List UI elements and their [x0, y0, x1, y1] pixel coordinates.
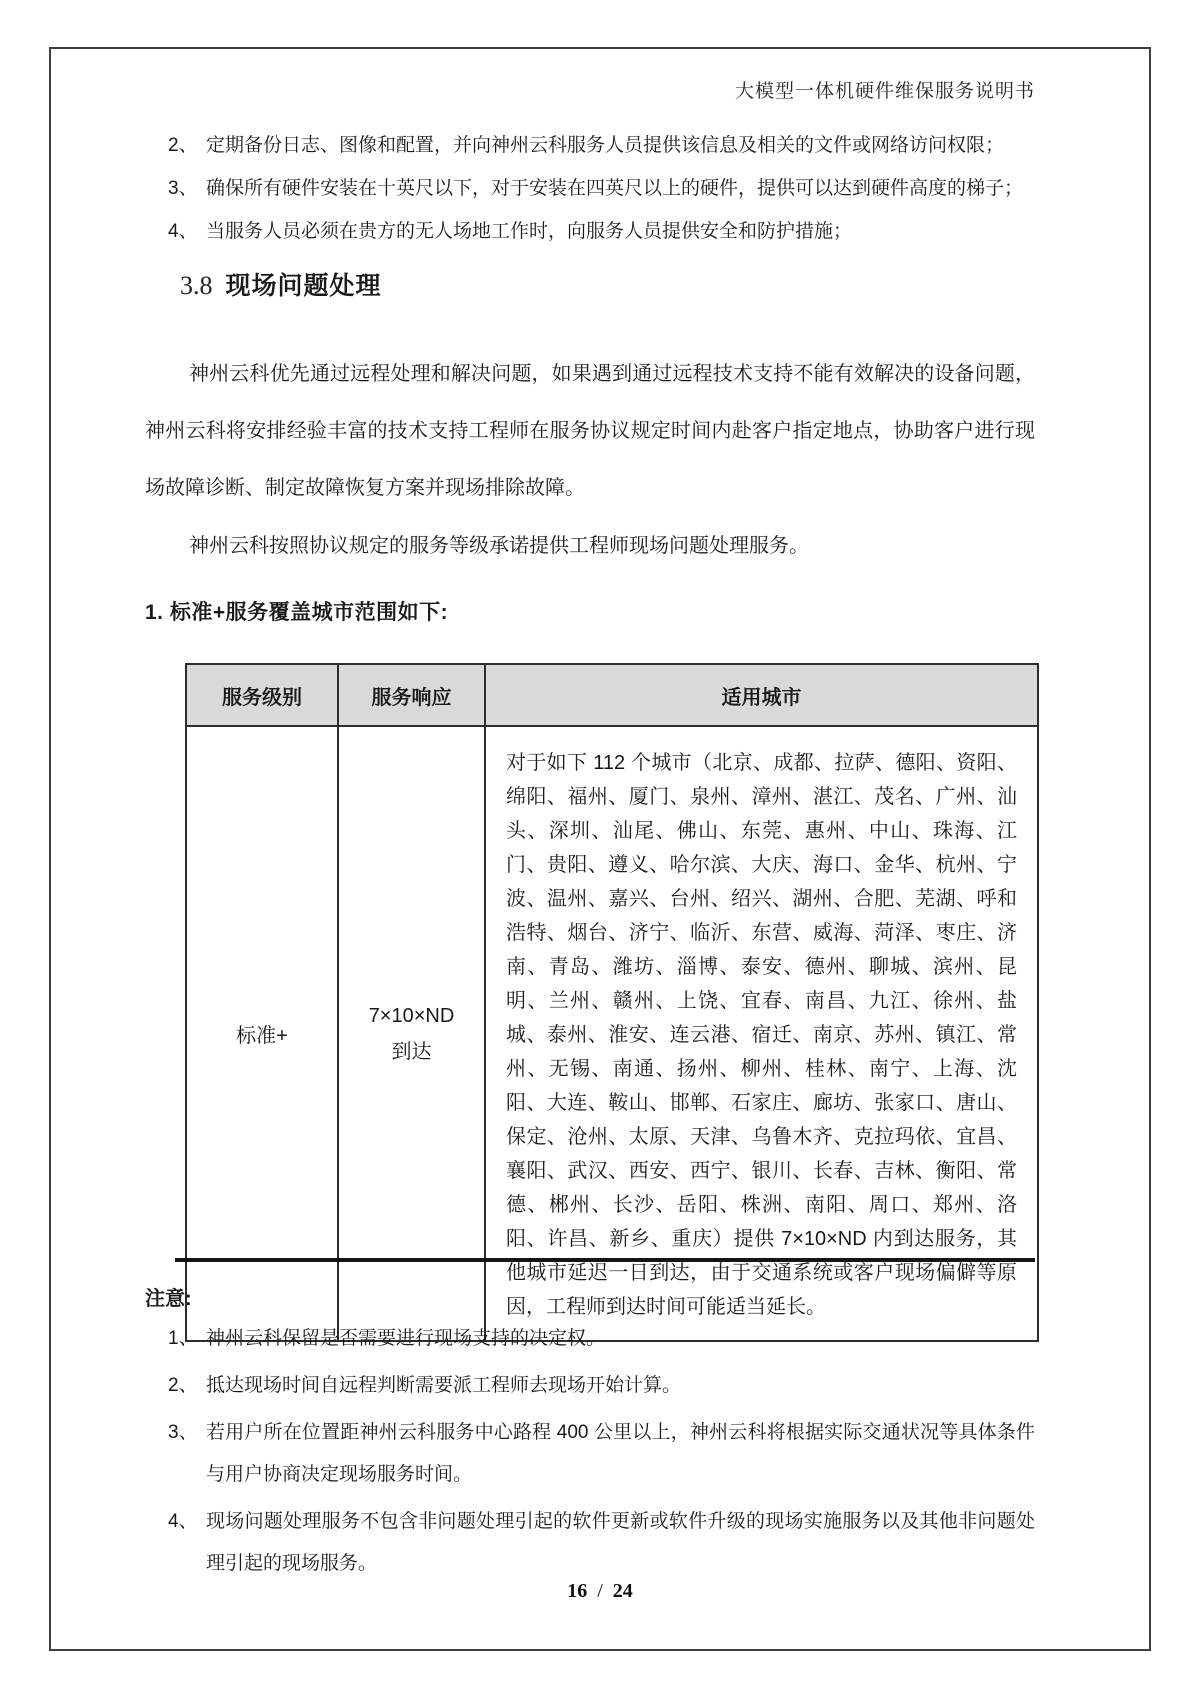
table-cell-service-level: 标准+	[186, 726, 338, 1341]
response-line-2: 到达	[391, 1040, 432, 1063]
list-item	[168, 210, 1034, 253]
note-item-number: 3、	[168, 1422, 198, 1443]
list-item-number: 2、	[168, 135, 198, 156]
notes-label: 注意:	[145, 1288, 192, 1310]
paragraph: 神州云科优先通过远程处理和解决问题，如果遇到通过远程技术支持不能有效解决的设备问题，神州云科将安排经验丰富的技术支持工程师在服务协议规定时间内赴客户指定地点，协助客户进行现场故障诊断、制定故障恢复方案并现场排除故障。	[145, 363, 1035, 499]
table-header-service-response: 服务响应	[338, 664, 485, 726]
table-header-row	[186, 664, 1038, 726]
notes-list	[168, 1318, 1035, 1590]
note-item-number: 1、	[168, 1328, 198, 1349]
note-item	[168, 1412, 1035, 1496]
note-item-number: 4、	[168, 1511, 198, 1532]
page-number-separator: /	[597, 1580, 603, 1602]
note-item-text: 现场问题处理服务不包含非问题处理引起的软件更新或软件升级的现场实施服务以及其他非问题处理引起的现场服务。	[206, 1511, 1035, 1574]
doc-header-title: 大模型一体机硬件维保服务说明书	[734, 81, 1035, 102]
current-page-number: 16	[567, 1580, 588, 1602]
list-item-number: 3、	[168, 178, 198, 199]
table-row	[186, 726, 1038, 1341]
section-number: 3.8	[180, 271, 213, 300]
requirements-list	[168, 124, 1034, 253]
section-title: 现场问题处理	[225, 272, 382, 300]
response-line-1: 7×10×ND	[368, 1004, 455, 1027]
note-item	[168, 1501, 1035, 1585]
list-item	[168, 167, 1034, 210]
note-item-text: 神州云科保留是否需要进行现场支持的决定权。	[206, 1328, 606, 1349]
table-subheading: 1. 标准+服务覆盖城市范围如下:	[145, 601, 449, 624]
paragraph: 神州云科按照协议规定的服务等级承诺提供工程师现场问题处理服务。	[189, 535, 809, 557]
list-item-text: 确保所有硬件安装在十英尺以下，对于安装在四英尺以上的硬件，提供可以达到硬件高度的梯子；	[206, 178, 1024, 199]
list-item	[168, 124, 1034, 167]
table-header-service-level: 服务级别	[186, 664, 338, 726]
table-header-applicable-cities: 适用城市	[485, 664, 1038, 726]
list-item-number: 4、	[168, 221, 198, 242]
list-item-text: 当服务人员必须在贵方的无人场地工作时，向服务人员提供安全和防护措施；	[206, 221, 853, 242]
table-cell-cities: 对于如下 112 个城市（北京、成都、拉萨、德阳、资阳、绵阳、福州、厦门、泉州、漳州、湛江、茂名、广州、汕头、深圳、汕尾、佛山、东莞、惠州、中山、珠海、江门、贵阳、遵义、哈尔滨、大庆、海口、金华、杭州、宁波、温州、嘉兴、台州、绍兴、湖州、合肥、芜湖、呼和浩特、烟台、济宁、临沂、东营、威海、菏泽、枣庄、济南、青岛、潍坊、淄博、泰安、德州、聊城、滨州、昆明、兰州、赣州、上饶、宜春、南昌、九江、徐州、盐城、泰州、淮安、连云港、宿迁、南京、苏州、镇江、常州、无锡、南通、扬州、柳州、桂林、南宁、上海、沈阳、大连、鞍山、邯郸、石家庄、廊坊、张家口、唐山、保定、沧州、太原、天津、乌鲁木齐、克拉玛依、宜昌、襄阳、武汉、西安、西宁、银川、长春、吉林、衡阳、常德、郴州、长沙、岳阳、株洲、南阳、周口、郑州、洛阳、许昌、新乡、重庆）提供 7×10×ND 内到达服务，其他城市延迟一日到达，由于交通系统或客户现场偏僻等原因，工程师到达时间可能适当延长。	[485, 726, 1038, 1341]
note-item-text: 若用户所在位置距神州云科服务中心路程 400 公里以上，神州云科将根据实际交通状况等具体条件与用户协商决定现场服务时间。	[206, 1422, 1035, 1485]
notes-divider-rule	[175, 1258, 1035, 1262]
table-cell-service-response	[338, 726, 485, 1341]
page-number	[0, 1580, 1200, 1603]
note-item-text: 抵达现场时间自远程判断需要派工程师去现场开始计算。	[206, 1375, 682, 1396]
note-item	[168, 1365, 1035, 1407]
section-heading	[180, 266, 382, 302]
note-item-number: 2、	[168, 1375, 198, 1396]
service-coverage-table	[185, 663, 1039, 1342]
total-page-count: 24	[612, 1580, 633, 1602]
note-item	[168, 1318, 1035, 1360]
list-item-text: 定期备份日志、图像和配置，并向神州云科服务人员提供该信息及相关的文件或网络访问权限；	[206, 135, 1005, 156]
